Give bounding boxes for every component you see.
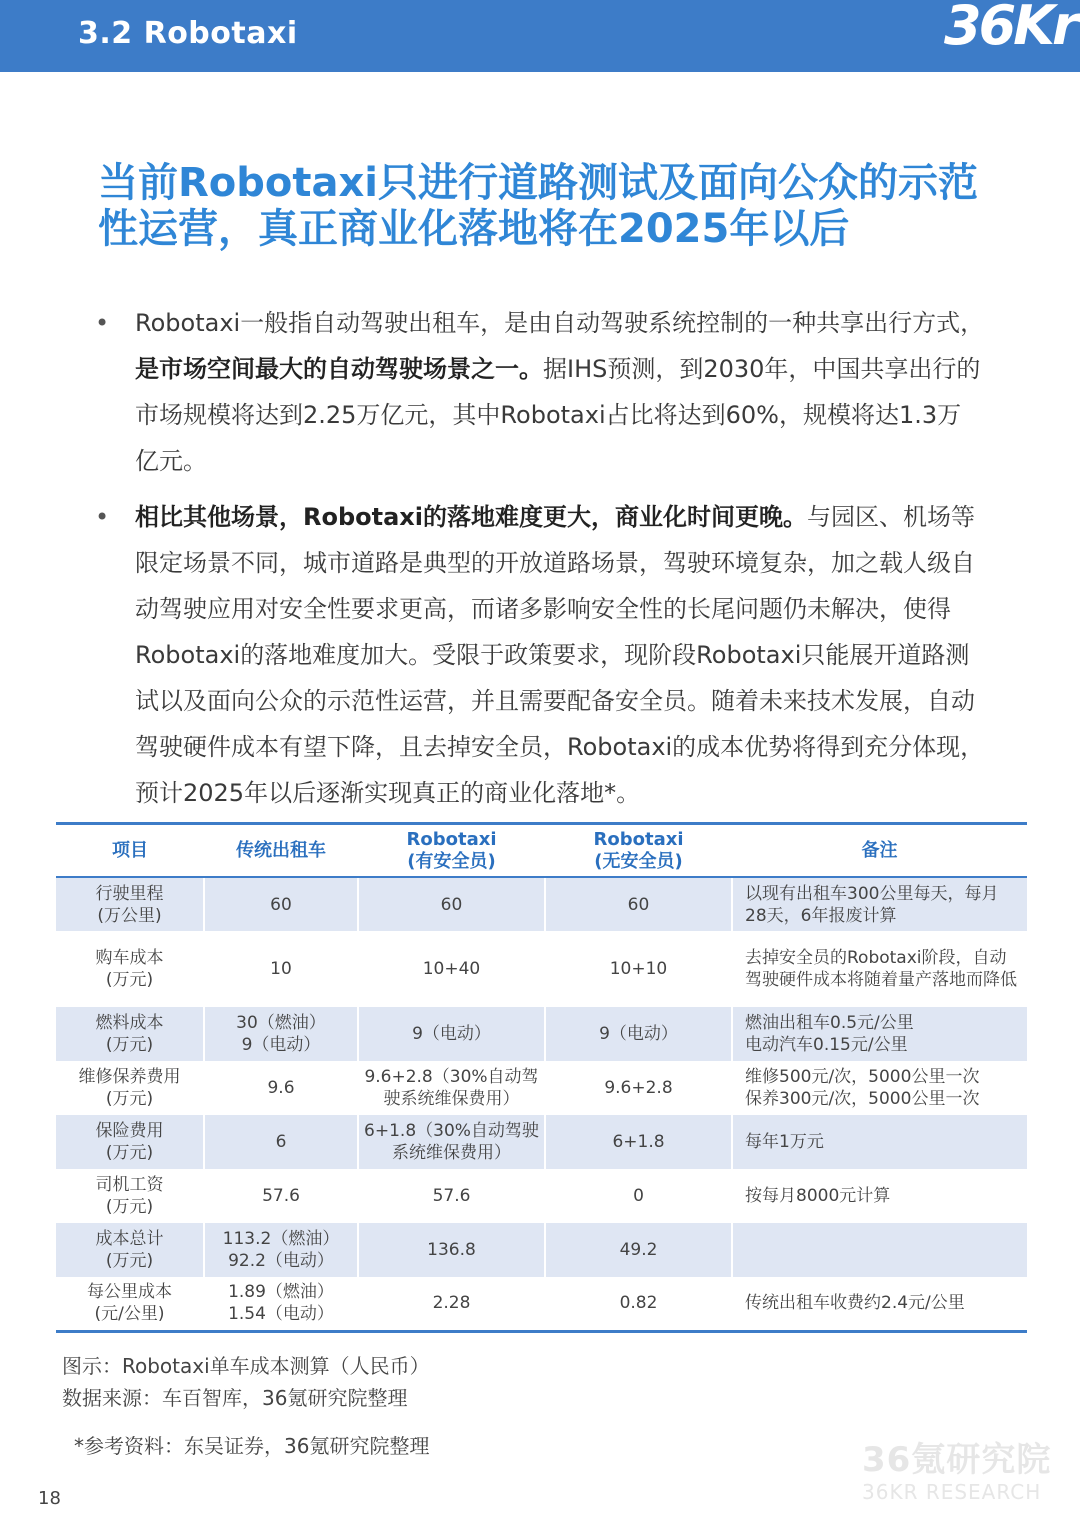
table-cell: 成本总计 (万元) [56,1223,204,1277]
table-note-cell: 以现有出租车300公里每天，每月28天，6年报废计算 [732,877,1027,931]
bullet-text [135,300,985,484]
table-note-cell: 按每月8000元计算 [732,1169,1027,1223]
table-cell: 60 [204,877,358,931]
table-cell: 6+1.8 [545,1115,732,1169]
36kr-logo: 36Kr [944,0,1076,57]
section-title: 3.2 Robotaxi [78,16,298,51]
table-row [56,1061,1027,1115]
table-header-cell: Robotaxi (无安全员) [545,825,732,877]
reference-note: *参考资料：东吴证券，36氪研究院整理 [74,1434,430,1458]
table-note-cell: 燃油出租车0.5元/公里 电动汽车0.15元/公里 [732,1007,1027,1061]
page-number: 18 [38,1488,61,1509]
figure-caption: 图示：Robotaxi单车成本测算（人民币） [62,1354,430,1378]
bullet-lead: Robotaxi一般指自动驾驶出租车，是由自动驾驶系统控制的一种共享出行方式， [135,309,985,337]
table-cell: 60 [358,877,545,931]
bullet-marker: • [95,503,110,531]
table-body [56,877,1027,1331]
table-cell: 9（电动） [358,1007,545,1061]
watermark-en: 36KR RESEARCH [862,1480,1042,1504]
table-note-cell [732,1223,1027,1277]
table-cell: 0 [545,1169,732,1223]
table-cell: 136.8 [358,1223,545,1277]
table-note-cell: 去掉安全员的Robotaxi阶段，自动驾驶硬件成本将随着量产落地而降低 [732,931,1027,1007]
table-note-cell: 每年1万元 [732,1115,1027,1169]
table-cell: 57.6 [358,1169,545,1223]
bullet-rest: 与园区、机场等限定场景不同，城市道路是典型的开放道路场景，驾驶环境复杂，加之载人级自动驾驶应用对安全性要求更高，而诸多影响安全性的长尾问题仍未解决，使得Robotaxi的落地难度加大。受限于政策要求，现阶段Robotaxi只能展开道路测试以及面向公众的示范性运营，并且需要配备安全员。随着未来技术发展，自动驾驶硬件成本有望下降，且去掉安全员，Robotaxi的成本优势将得到充分体现，预计2025年以后逐渐实现真正的商业化落地*。 [135,503,985,807]
table-note-cell: 传统出租车收费约2.4元/公里 [732,1277,1027,1331]
table-cell: 57.6 [204,1169,358,1223]
table-header-row [56,825,1027,877]
table-cell: 保险费用 (万元) [56,1115,204,1169]
table-header-cell: 项目 [56,825,204,877]
table-row [56,1223,1027,1277]
table-header-cell: 传统出租车 [204,825,358,877]
bullet-marker: • [95,309,110,337]
table-cell: 维修保养费用 (万元) [78,1067,181,1109]
page-headline: 当前Robotaxi只进行道路测试及面向公众的示范性运营，真正商业化落地将在2025年以后 [98,160,979,252]
table-cell: 6 [204,1115,358,1169]
table-cell: 1.89（燃油） 1.54（电动） [204,1277,358,1331]
table-cell: 9.6+2.8（30%自动驾驶系统维保费用） [358,1061,545,1115]
bullet-emphasis: 是市场空间最大的自动驾驶场景之一。 [135,355,543,383]
table-cell: 10+10 [545,931,732,1007]
cost-comparison-table [56,825,1027,1333]
table-header-cell: 备注 [732,825,1027,877]
table-cell: 60 [545,877,732,931]
table-cell: 49.2 [545,1223,732,1277]
table-cell: 行驶里程 (万公里) [56,877,204,931]
bullet-text [135,494,985,816]
table-row [56,877,1027,931]
table-row [56,931,1027,1007]
table-cell: 每公里成本 (元/公里) [56,1277,204,1331]
table-cell: 购车成本 (万元) [95,948,164,990]
table-cell: 燃料成本 (万元) [56,1007,204,1061]
table-cell: 10+40 [358,931,545,1007]
table-cell: 0.82 [545,1277,732,1331]
table-row [56,1169,1027,1223]
table-cell: 113.2（燃油） 92.2（电动） [204,1223,358,1277]
table-cell: 司机工资 (万元) [95,1175,164,1217]
table-cell: 2.28 [358,1277,545,1331]
table-cell: 30（燃油） 9（电动） [204,1007,358,1061]
bullet-rest: 据IHS预测，到2030年，中国共享出行的市场规模将达到2.25万亿元，其中Robotaxi占比将达到60%，规模将达1.3万亿元。 [135,355,981,475]
table-cell: 6+1.8（30%自动驾驶系统维保费用） [358,1115,545,1169]
table-header-cell: Robotaxi (有安全员) [358,825,545,877]
table-row [56,1277,1027,1331]
table-cell: 9（电动） [545,1007,732,1061]
watermark-cn: 36氪研究院 [862,1440,1052,1480]
data-source: 数据来源：车百智库，36氪研究院整理 [62,1386,408,1410]
table-cell: 9.6+2.8 [545,1061,732,1115]
table-cell: 9.6 [204,1061,358,1115]
table-row [56,1007,1027,1061]
table-row [56,1115,1027,1169]
bullet-emphasis: 相比其他场景，Robotaxi的落地难度更大，商业化时间更晚。 [135,503,808,531]
table-cell: 10 [204,931,358,1007]
table-note-cell: 维修500元/次，5000公里一次 保养300元/次，5000公里一次 [732,1061,1027,1115]
